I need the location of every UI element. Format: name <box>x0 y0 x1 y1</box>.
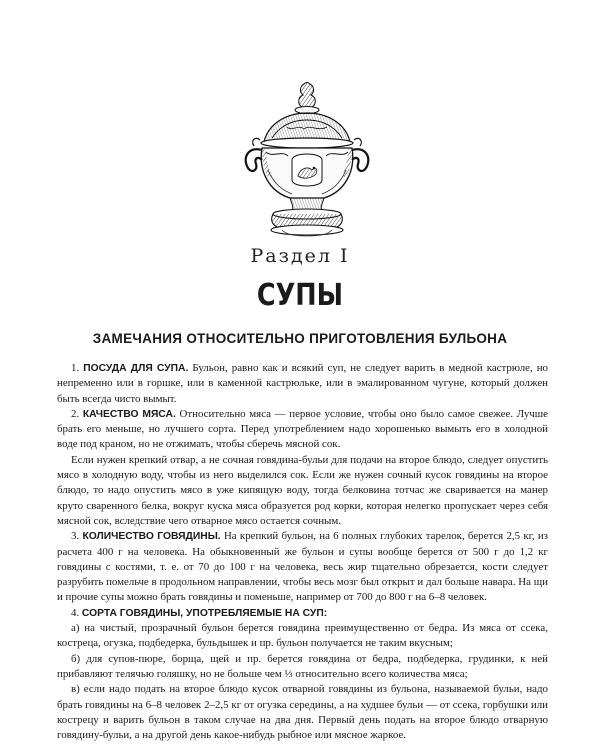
section-heading: ЗАМЕЧАНИЯ ОТНОСИТЕЛЬНО ПРИГОТОВЛЕНИЯ БУЛЬОНА <box>92 331 508 346</box>
paragraph-number: 1. <box>71 362 80 374</box>
paragraph-text: Относительно мяса — первое условие, чтобы оно было самое свежее. Лучше брать его меньше, но лучшего сорта. Перед употреблением надо хорошенько вымыть его в холодной воде под краном, но не отжимать, чтобы сберечь мясной сок. <box>57 407 548 451</box>
chapter-title: СУПЫ <box>256 278 344 313</box>
paragraph-heading: СОРТА ГОВЯДИНЫ, УПОТРЕБЛЯЕМЫЕ НА СУП: <box>81 607 328 619</box>
paragraph-number: 2. <box>71 407 80 420</box>
paragraph <box>57 453 548 529</box>
lid-finial <box>295 83 319 114</box>
paragraph <box>57 621 548 652</box>
paragraph-text: б) для супов-пюре, борща, щей и пр. берется говядина от бедра, подбедерка, грудинки, к ней прибавляют телячью голяшку, но не больше чем ⅓ относительно всего количества мяса; <box>57 652 548 680</box>
paragraph-number: 4. <box>71 606 80 619</box>
paragraph <box>57 682 548 743</box>
tureen-foot <box>271 198 343 236</box>
soup-tureen-illustration <box>232 80 382 242</box>
paragraph <box>57 606 548 621</box>
section-number: Раздел I <box>250 245 350 267</box>
paragraph-text: Если нужен крепкий отвар, а не сочная говядина-бульи для подачи на второе блюдо, следует опустить мясо в холодную воду, чтобы из него выделился сок. Если же нужен сочный кусок говядины на второе блюдо, то надо опустить мясо в уже кипящую воду, тогда белковина тотчас же сваривается на манер круто сваренного белка, вокруг куска мяса образуется род корки, которая нелегко пропускает через себя мясной сок, вследствие чего отварное мясо остается сочным. <box>57 453 548 527</box>
paragraph <box>57 652 548 683</box>
paragraph-heading: КАЧЕСТВО МЯСА. <box>82 408 176 420</box>
paragraph-heading: ПОСУДА ДЛЯ СУПА. <box>83 363 189 374</box>
paragraph <box>57 529 548 605</box>
body-text <box>57 361 548 743</box>
paragraph-text: Бульон, равно как и всякий суп, не следует варить в медной кастрюле, но непременно или в горшке, или в каменной кастрюльке, или в эмалированном чугуне, который должен быть всегда чисто вымыт. <box>57 362 548 405</box>
paragraph-text: а) на чистый, прозрачный бульон берется говядина преимущественно от бедра. Из мяса от ссека, костреца, огузка, подбедерка, бульдышек и пр. бульон получается не таким вкусным; <box>57 622 548 650</box>
paragraph-text: в) если надо подать на второе блюдо кусок отварной говядины из бульона, называемой бульи, надо брать говядины на 6–8 человек 2–2,5 кг от огузка середины, а на худшее бульи — от ссека, горбушки или кострецу и варить бульон в таком случае на два дня. Первый день подать на второе блюдо отварную говядину-бульи, а на другой день какое-нибудь рыбное или мясное жаркое. <box>57 683 548 742</box>
paragraph-heading: КОЛИЧЕСТВО ГОВЯДИНЫ. <box>82 531 221 543</box>
tureen-bowl <box>261 148 353 198</box>
paragraph <box>57 361 548 407</box>
paragraph-number: 3. <box>71 530 80 543</box>
paragraph-text: На крепкий бульон, на 6 полных глубоких тарелок, берется 2,5 кг, из расчета 400 г на человека. На обыкновенный же бульон и супы вообще берется от 500 г до 1,2 кг говядины с костями, т. е. от 70 до 100 г на человека, весь жир тщательно обрезается, кости следует разрубить помельче в продольном направлении, чтобы весь мозг был открыт и дал больше навара. На щи и прочие супы можно брать говядины и поменьше, например от 700 до 800 г на 6–8 человек. <box>57 530 548 604</box>
tureen-lid <box>261 113 353 148</box>
paragraph <box>57 407 548 453</box>
